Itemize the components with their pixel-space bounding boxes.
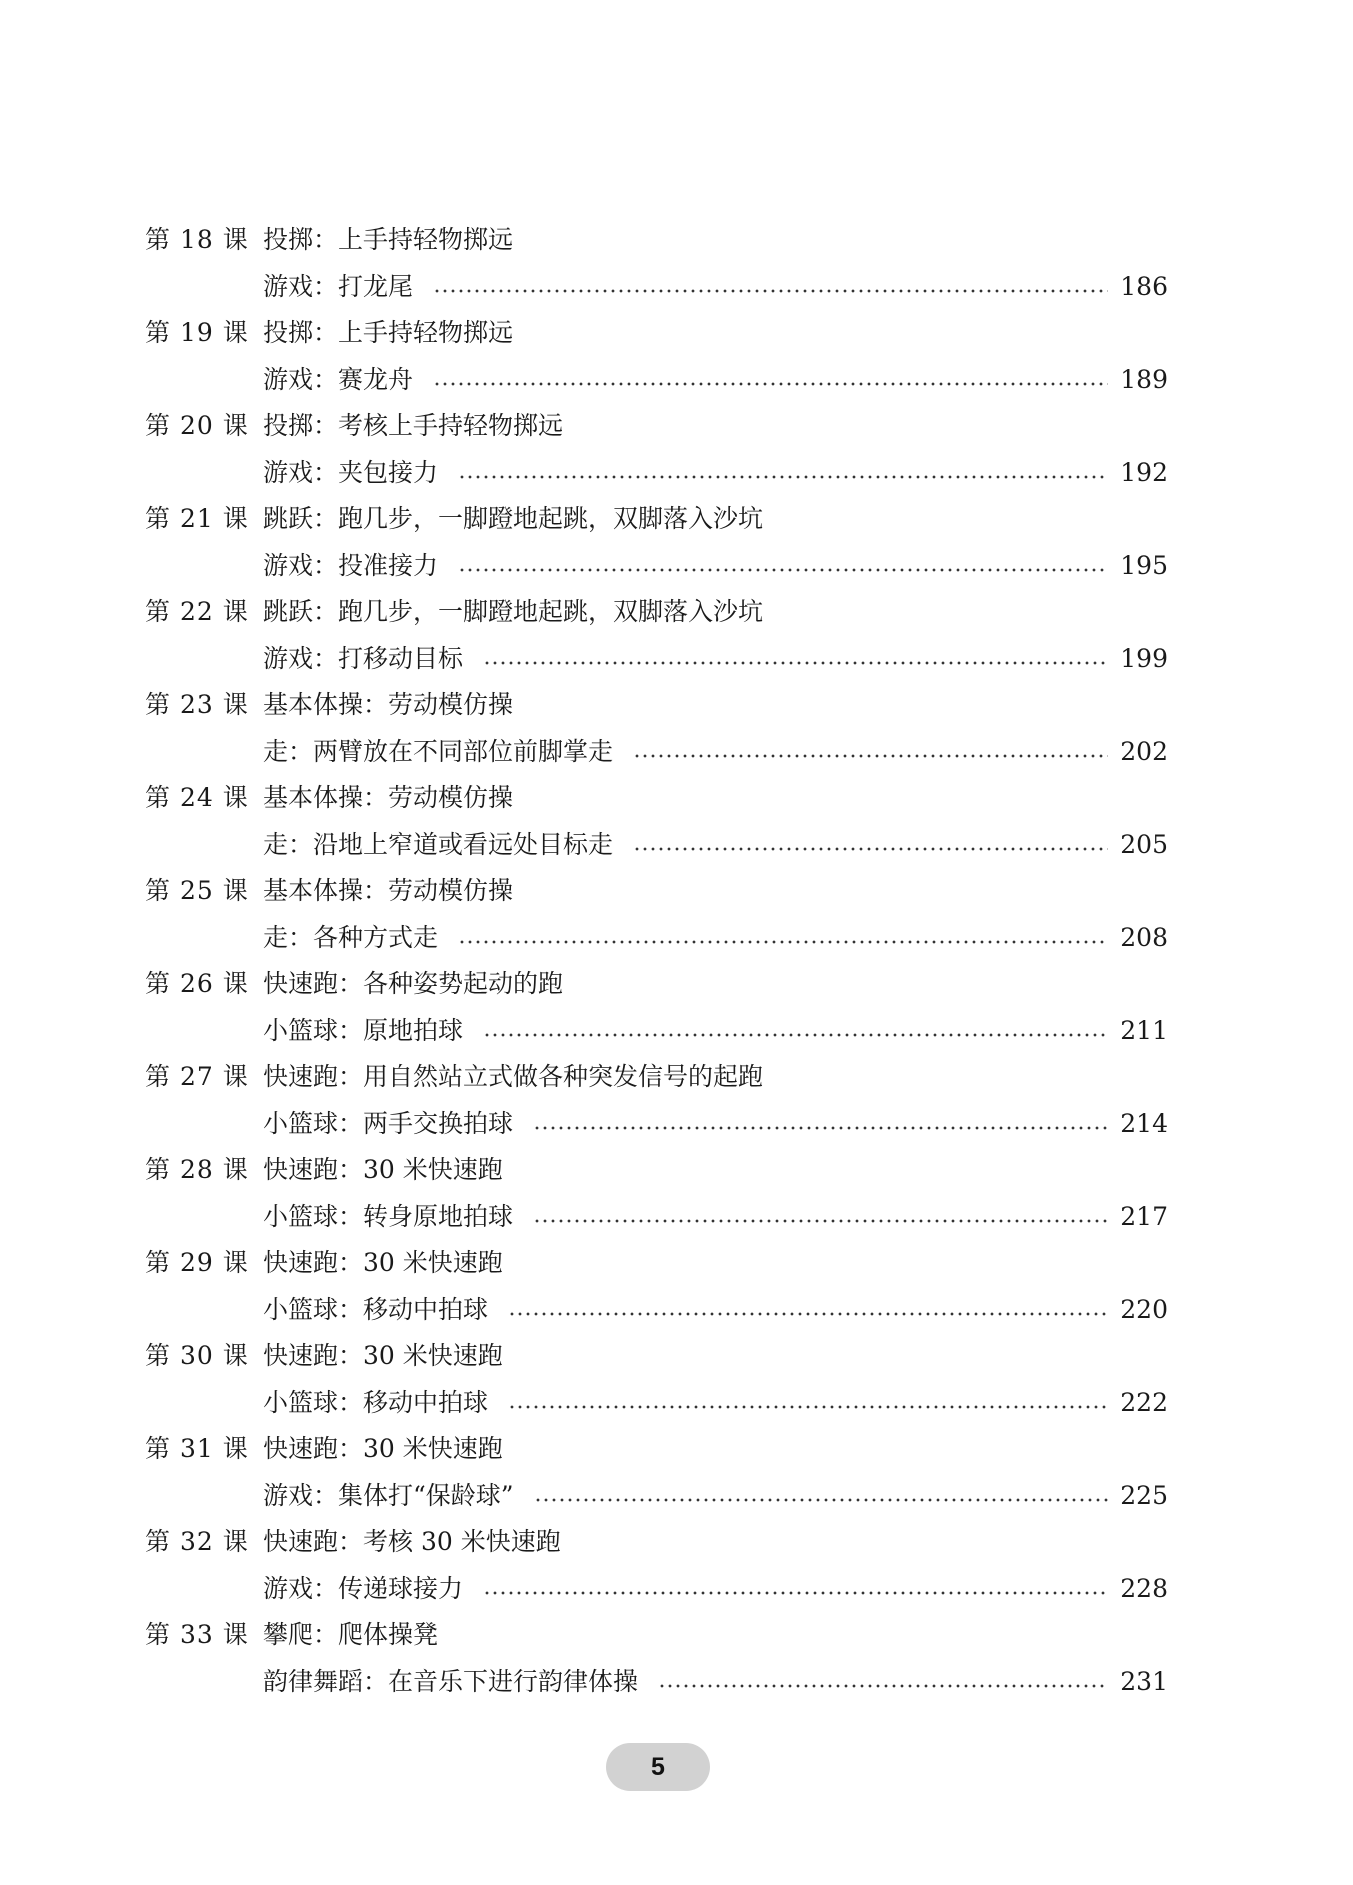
entry-label: 游戏：打龙尾 (263, 271, 414, 301)
lesson-title: 快速跑：考核 30 米快速跑 (263, 1527, 561, 1556)
toc-lesson-row (0, 1519, 1353, 1565)
entry-page-number: 228 (1120, 1573, 1168, 1603)
dot-leader (633, 847, 1108, 851)
entry-label: 游戏：集体打“保龄球” (263, 1480, 514, 1510)
dot-leader (433, 382, 1108, 386)
page-number-badge: 5 (606, 1743, 710, 1791)
toc-lesson-row (0, 403, 1353, 449)
entry-label: 小篮球：转身原地拍球 (263, 1201, 514, 1231)
entry-label: 走：沿地上窄道或看远处目标走 (263, 829, 614, 859)
toc-entry-row[interactable] (0, 1194, 1353, 1240)
entry-label: 小篮球：两手交换拍球 (263, 1108, 514, 1138)
lesson-title: 投掷：上手持轻物掷远 (263, 318, 514, 347)
toc-entry-row[interactable] (0, 729, 1353, 775)
lesson-title: 跳跃：跑几步，一脚蹬地起跳，双脚落入沙坑 (263, 597, 764, 626)
entry-page-number: 192 (1120, 457, 1168, 487)
lesson-number: 第 23 课 (145, 690, 249, 719)
lesson-number: 第 22 课 (145, 597, 249, 626)
lesson-title: 快速跑：30 米快速跑 (263, 1155, 503, 1184)
toc-entry-row[interactable] (0, 1473, 1353, 1519)
toc-lesson-row (0, 310, 1353, 356)
dot-leader (458, 940, 1108, 944)
entry-page-number: 205 (1120, 829, 1168, 859)
dot-leader (508, 1312, 1108, 1316)
toc-lesson-row (0, 1147, 1353, 1193)
toc-lesson-row (0, 1426, 1353, 1472)
toc-entry-row[interactable] (0, 1008, 1353, 1054)
lesson-title: 投掷：考核上手持轻物掷远 (263, 411, 564, 440)
toc-lesson-row (0, 1333, 1353, 1379)
dot-leader (483, 661, 1108, 665)
entry-page-number: 214 (1120, 1108, 1168, 1138)
lesson-number: 第 20 课 (145, 411, 249, 440)
toc-lesson-row (0, 868, 1353, 914)
toc-entry-row[interactable] (0, 822, 1353, 868)
toc-lesson-row (0, 682, 1353, 728)
toc-lesson-row (0, 1240, 1353, 1286)
entry-page-number: 189 (1120, 364, 1168, 394)
lesson-number: 第 33 课 (145, 1620, 249, 1649)
dot-leader (458, 475, 1108, 479)
lesson-title: 快速跑：各种姿势起动的跑 (263, 969, 564, 998)
entry-label: 游戏：打移动目标 (263, 643, 464, 673)
toc-entry-row[interactable] (0, 1101, 1353, 1147)
entry-page-number: 231 (1120, 1666, 1168, 1696)
lesson-title: 投掷：上手持轻物掷远 (263, 225, 514, 254)
lesson-title: 基本体操：劳动模仿操 (263, 783, 514, 812)
lesson-title: 快速跑：30 米快速跑 (263, 1341, 503, 1370)
dot-leader (433, 289, 1108, 293)
entry-label: 游戏：夹包接力 (263, 457, 439, 487)
entry-label: 韵律舞蹈：在音乐下进行韵律体操 (263, 1666, 639, 1696)
lesson-number: 第 24 课 (145, 783, 249, 812)
entry-page-number: 225 (1120, 1480, 1168, 1510)
toc-lesson-row (0, 1054, 1353, 1100)
entry-page-number: 222 (1120, 1387, 1168, 1417)
lesson-number: 第 29 课 (145, 1248, 249, 1277)
dot-leader (483, 1591, 1108, 1595)
lesson-number: 第 31 课 (145, 1434, 249, 1463)
lesson-title: 快速跑：用自然站立式做各种突发信号的起跑 (263, 1062, 764, 1091)
toc-lesson-row (0, 961, 1353, 1007)
lesson-title: 基本体操：劳动模仿操 (263, 690, 514, 719)
toc-entry-row[interactable] (0, 915, 1353, 961)
entry-page-number: 195 (1120, 550, 1168, 580)
lesson-title: 快速跑：30 米快速跑 (263, 1434, 503, 1463)
toc-entry-row[interactable] (0, 1659, 1353, 1705)
entry-label: 小篮球：移动中拍球 (263, 1387, 489, 1417)
toc-entry-row[interactable] (0, 264, 1353, 310)
lesson-number: 第 30 课 (145, 1341, 249, 1370)
lesson-number: 第 32 课 (145, 1527, 249, 1556)
toc-entry-row[interactable] (0, 1380, 1353, 1426)
dot-leader (533, 1219, 1108, 1223)
entry-page-number: 220 (1120, 1294, 1168, 1324)
dot-leader (658, 1684, 1108, 1688)
lesson-number: 第 25 课 (145, 876, 249, 905)
dot-leader (483, 1033, 1108, 1037)
lesson-number: 第 19 课 (145, 318, 249, 347)
toc-entry-row[interactable] (0, 357, 1353, 403)
toc-entry-row[interactable] (0, 636, 1353, 682)
toc-lesson-row (0, 496, 1353, 542)
entry-page-number: 208 (1120, 922, 1168, 952)
entry-label: 小篮球：原地拍球 (263, 1015, 464, 1045)
entry-label: 小篮球：移动中拍球 (263, 1294, 489, 1324)
entry-label: 游戏：赛龙舟 (263, 364, 414, 394)
dot-leader (508, 1405, 1108, 1409)
toc-entry-row[interactable] (0, 1287, 1353, 1333)
entry-page-number: 211 (1120, 1015, 1168, 1045)
entry-label: 走：两臂放在不同部位前脚掌走 (263, 736, 614, 766)
toc-lesson-row (0, 217, 1353, 263)
lesson-number: 第 18 课 (145, 225, 249, 254)
entry-page-number: 202 (1120, 736, 1168, 766)
entry-label: 游戏：传递球接力 (263, 1573, 464, 1603)
entry-label: 走：各种方式走 (263, 922, 439, 952)
toc-entry-row[interactable] (0, 543, 1353, 589)
toc-entry-row[interactable] (0, 1566, 1353, 1612)
lesson-number: 第 26 课 (145, 969, 249, 998)
entry-page-number: 186 (1120, 271, 1168, 301)
dot-leader (458, 568, 1108, 572)
toc-lesson-row (0, 1612, 1353, 1658)
lesson-title: 攀爬：爬体操凳 (263, 1620, 439, 1649)
lesson-title: 基本体操：劳动模仿操 (263, 876, 514, 905)
dot-leader (534, 1498, 1109, 1502)
toc-lesson-row (0, 589, 1353, 635)
lesson-number: 第 21 课 (145, 504, 249, 533)
entry-page-number: 217 (1120, 1201, 1168, 1231)
toc-lesson-row (0, 775, 1353, 821)
lesson-title: 快速跑：30 米快速跑 (263, 1248, 503, 1277)
toc-entry-row[interactable] (0, 450, 1353, 496)
dot-leader (633, 754, 1108, 758)
entry-label: 游戏：投准接力 (263, 550, 439, 580)
dot-leader (533, 1126, 1108, 1130)
lesson-number: 第 28 课 (145, 1155, 249, 1184)
lesson-number: 第 27 课 (145, 1062, 249, 1091)
lesson-title: 跳跃：跑几步，一脚蹬地起跳，双脚落入沙坑 (263, 504, 764, 533)
entry-page-number: 199 (1120, 643, 1168, 673)
